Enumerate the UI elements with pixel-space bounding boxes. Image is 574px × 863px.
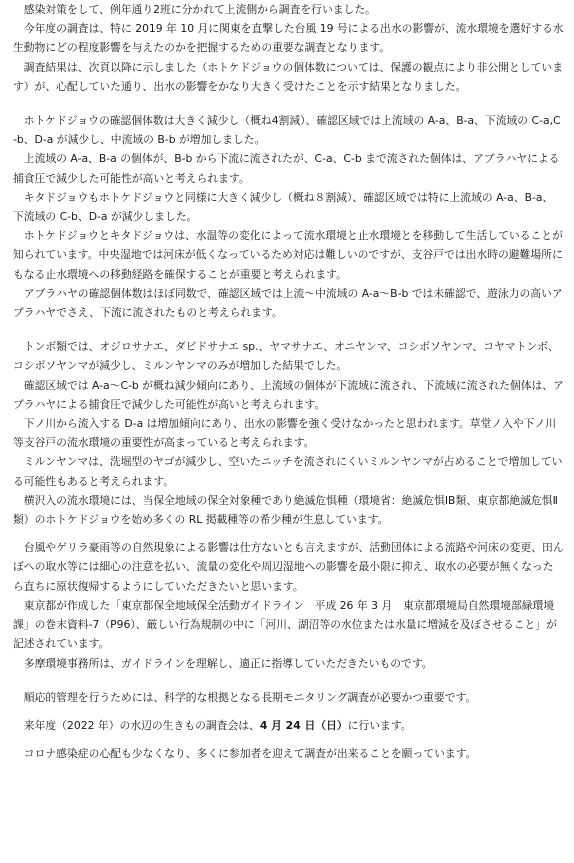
body-paragraph: トンボ類では、オジロサナエ、ダビドサナエ sp.、ヤマサナエ、オニヤンマ、コシボソヤンマ、コヤマトンボ、コシボソヤンマが減少し、ミルンヤンマのみが増加した結果でした。 xyxy=(13,340,559,373)
final-paragraph: コロナ感染症の心配も少なくなり、多くに参加者を迎えて調査が出来ることを願っています。 xyxy=(23,747,477,761)
body-paragraph: キタドジョウもホトケドジョウと同様に大きく減少し（概ね８割減）、確認区域では特に上流域の A-a、B-a、下流域の C-b、D-a が減少しました。 xyxy=(13,190,554,224)
body-paragraph: 下ノ川から流入する D-a は増加傾向にあり、出水の影響を強く受けなかったと思われます。草堂ノ入や下ノ川等支谷戸の流水環境の重要性が高まっていると考えられます。 xyxy=(13,417,557,450)
body-paragraph: 上流域の A-a、B-a の個体が、B-b から下流に流されたが、C-a、C-b まで流された個体は、アブラハヤによる捕食圧で減少した可能性が高いと考えられます。 xyxy=(13,152,560,185)
spacer xyxy=(13,735,564,744)
body-paragraph: 東京都が作成した「東京都保全地域保全活動ガイドライン 平成 26 年 3 月 東京都環境局自然環境部緑環境課」の巻末資料-7（P96）、厳しい行為規制の中に「河川、湖沼等の水位または水量に増減を及ぼさせること」が記述されています。 xyxy=(13,598,557,651)
paragraph-spacer xyxy=(13,707,564,716)
closing-prefix: 来年度（2022 年）の水辺の生きもの調査会は、 xyxy=(23,718,260,732)
paragraph-spacer xyxy=(13,96,564,111)
body-paragraph: 今年度の調査は、特に 2019 年 10 月に関東を直撃した台風 19 号による出水の影響が、流水環境を選好する水生動物にどの程度影響を与えたのかを把握するための重要な調査となります。 xyxy=(13,22,564,55)
closing-suffix: に行います。 xyxy=(347,718,412,732)
body-paragraph: ミルンヤンマは、洗堀型のヤゴが減少し、空いたニッチを流されにくいミルンヤンマが占めることで増加している可能性もあると考えられます。 xyxy=(13,455,563,488)
body-paragraph: 確認区域では A-a～C-b が概ね減少傾向にあり、上流域の個体が下流域に流され、下流域に流された個体は、アブラハヤによる捕食圧で減少した可能性が高いと考えられます。 xyxy=(13,378,564,411)
body-paragraph: 順応的管理を行うためには、科学的な根拠となる長期モニタリング調査が必要かつ重要です。 xyxy=(23,690,477,704)
body-paragraph: 調査結果は、次頁以降に示しました（ホトケドジョウの個体数については、保護の観点により非公開としています）が、心配していた通り、出水の影響をかなり大きく受けたことを示す結果となりました。 xyxy=(13,60,563,93)
body-paragraph: ホトケドジョウの確認個体数は大きく減少し（概ね4割減）、確認区域では上流域の A-a、B-a、下流域の C-a,C-b、D-a が減少し、中流域の B-b が増加しました。 xyxy=(13,114,561,147)
body-paragraph: 台風やゲリラ豪雨等の自然現象による影響は仕方ないとも言えますが、活動団体による流路や河床の変更、田んぼへの取水等には細心の注意を払い、流量の変化や周辺湿地への影響を最小限に抑え、取水の必要が無くなったら直ちに原状復帰するようにしていただきたいと思います。 xyxy=(13,541,564,593)
report-body xyxy=(13,0,564,716)
body-paragraph: 横沢入の流水環境には、当保全地域の保全対象種であり絶滅危惧種（環境省：絶滅危惧ⅠB類、東京都絶滅危惧Ⅱ類）のホトケドジョウを始め多くの RL 掲載種等の希少種が生息しています。 xyxy=(13,493,558,527)
paragraph-spacer xyxy=(13,529,564,538)
paragraph-spacer xyxy=(13,673,564,688)
survey-date: 4 月 24 日（日） xyxy=(259,718,348,732)
paragraph-spacer xyxy=(13,322,564,337)
body-paragraph: 感染対策をして、例年通り2班に分かれて上流側から調査を行いました。 xyxy=(23,3,376,16)
body-paragraph: 多摩環境事務所は、ガイドラインを理解し、適正に指導していただきたいものです。 xyxy=(23,656,433,670)
body-paragraph: ホトケドジョウとキタドジョウは、水温等の変化によって流水環境と止水環境とを移動して生活していることが知られています。中央湿地では河床が低くなっているため対応は難しいのですが、支谷戸では出水時の避難場所にもなる止水環境への移動経路を確保することが重要と考えられます。 xyxy=(13,229,563,281)
closing-paragraph xyxy=(13,716,564,735)
body-paragraph: アブラハヤの確認個体数はほぼ同数で、確認区域では上流～中流域の A-a～B-b では未確認で、遊泳力の高いアブラハヤでさえ、下流に流されたものと考えられます。 xyxy=(13,286,563,320)
